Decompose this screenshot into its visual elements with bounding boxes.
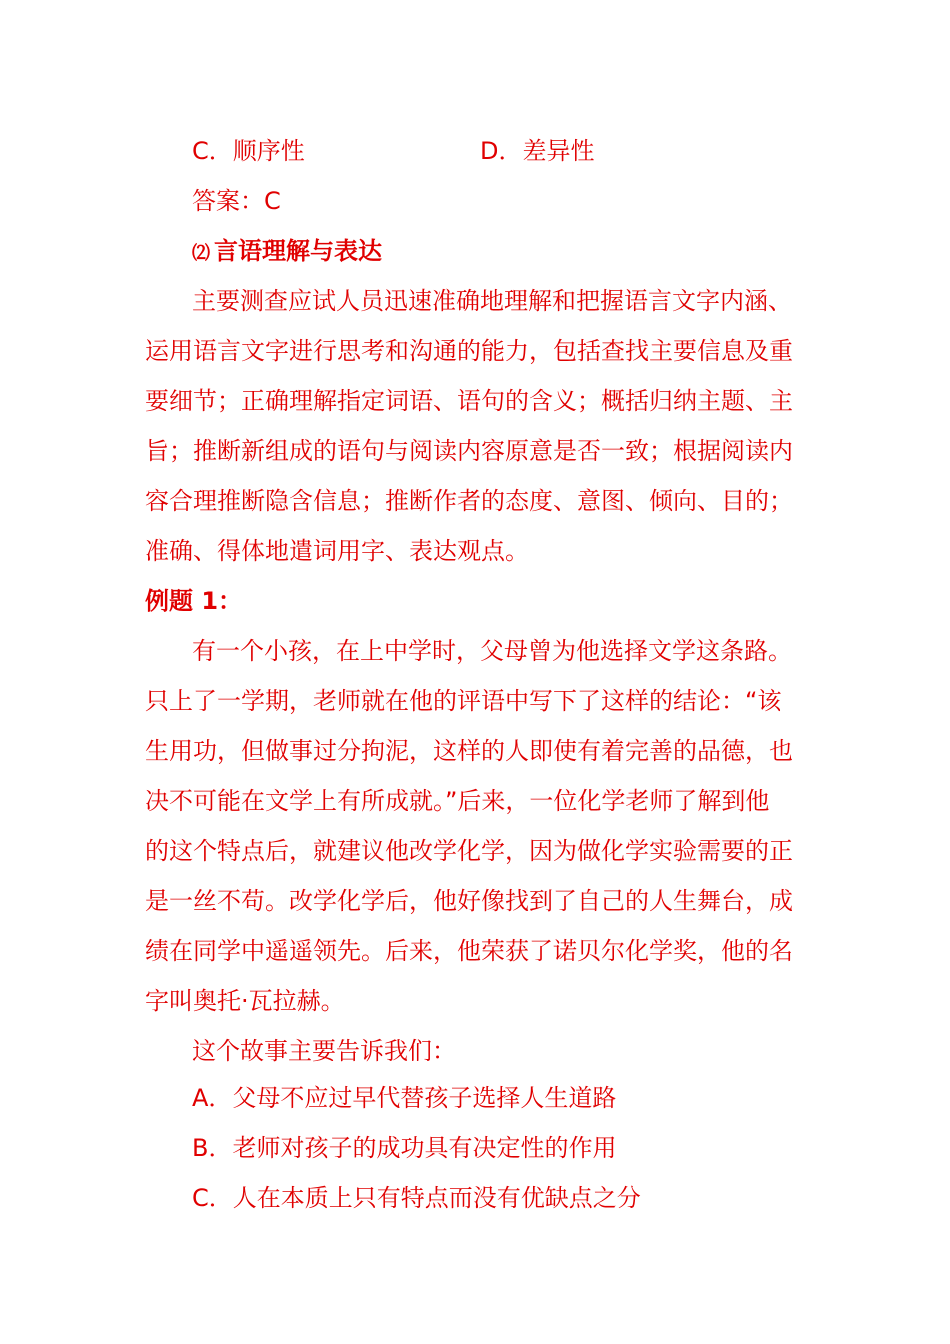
question-line: 这个故事主要告诉我们： (192, 1037, 456, 1065)
description-line: 要细节；正确理解指定词语、语句的含义；概括归纳主题、主 (145, 387, 793, 415)
description-line: 容合理推断隐含信息；推断作者的态度、意图、倾向、目的； (145, 487, 793, 515)
answer-line: 答案：C (192, 187, 281, 215)
passage-line: 有一个小孩，在上中学时，父母曾为他选择文学这条路。 (192, 637, 792, 665)
option-c: C．顺序性 (192, 137, 305, 165)
choice-a: A．父母不应过早代替孩子选择人生道路 (192, 1084, 617, 1112)
option-d: D．差异性 (480, 137, 595, 165)
passage-line: 决不可能在文学上有所成就。”后来，一位化学老师了解到他 (145, 787, 770, 815)
section-number: ⑵ (192, 243, 210, 264)
passage-line: 是一丝不苟。改学化学后，他好像找到了自己的人生舞台，成 (145, 887, 793, 915)
passage-line: 绩在同学中遥遥领先。后来，他荣获了诺贝尔化学奖，他的名 (145, 937, 793, 965)
description-line: 运用语言文字进行思考和沟通的能力，包括查找主要信息及重 (145, 337, 793, 365)
example-heading: 例题 1： (145, 587, 243, 615)
option-row-cd (192, 126, 852, 176)
description-line: 准确、得体地遣词用字、表达观点。 (145, 537, 529, 565)
passage-line: 的这个特点后，就建议他改学化学，因为做化学实验需要的正 (145, 837, 793, 865)
passage-line: 只上了一学期，老师就在他的评语中写下了这样的结论：“该 (145, 687, 782, 715)
section-heading (192, 226, 852, 276)
choice-c: C．人在本质上只有特点而没有优缺点之分 (192, 1184, 641, 1212)
description-line: 旨；推断新组成的语句与阅读内容原意是否一致；根据阅读内 (145, 437, 793, 465)
choice-b: B．老师对孩子的成功具有决定性的作用 (192, 1134, 617, 1162)
passage-line: 字叫奥托·瓦拉赫。 (145, 987, 345, 1015)
passage-line: 生用功，但做事过分拘泥，这样的人即使有着完善的品德，也 (145, 737, 793, 765)
description-line: 主要测查应试人员迅速准确地理解和把握语言文字内涵、 (192, 287, 792, 315)
section-title: 言语理解与表达 (214, 237, 382, 265)
